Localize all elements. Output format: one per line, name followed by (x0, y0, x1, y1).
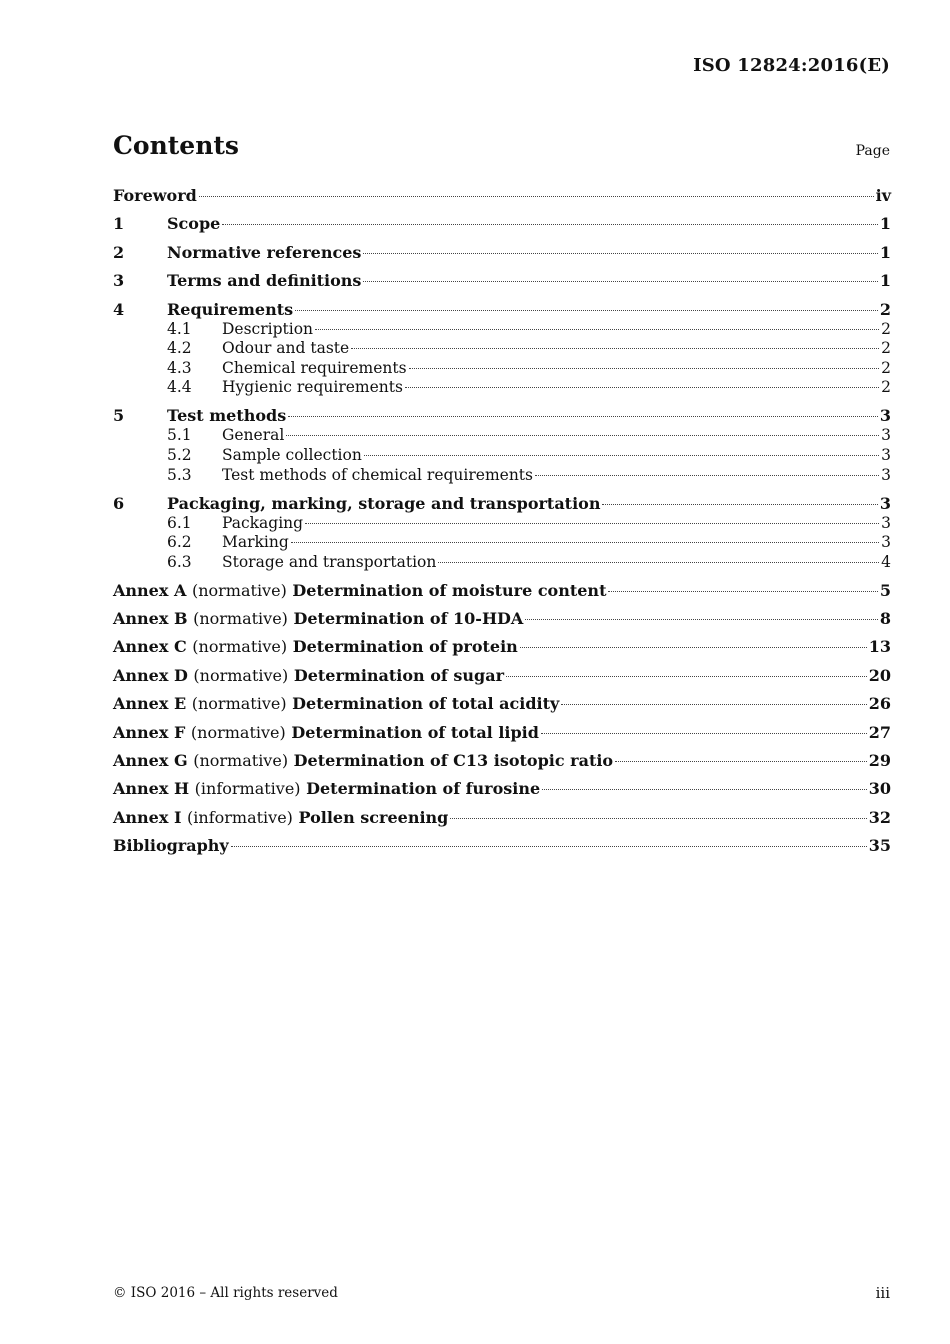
dot-leader (561, 704, 866, 705)
dot-leader (525, 619, 878, 620)
toc-entry-number: 5.1 (167, 426, 192, 445)
toc-entry-title: General (222, 426, 285, 445)
annex-label: Annex F (113, 722, 186, 742)
annex-title: Determination of furosine (306, 779, 541, 799)
toc-entry-page: 29 (868, 751, 891, 771)
contents-title: Contents (113, 131, 240, 160)
toc-entry-page: 35 (868, 836, 891, 856)
toc-entry-subsection[interactable] (113, 320, 891, 340)
annex-title: Pollen screening (298, 807, 449, 827)
toc-entry-title: Description (222, 319, 314, 338)
toc-entry-number: 6 (113, 493, 125, 513)
toc-entry-subsection[interactable] (113, 446, 891, 466)
annex-type: (normative) (190, 722, 286, 742)
toc-entry-section[interactable] (113, 406, 891, 426)
annex-label: Annex G (113, 751, 188, 771)
toc-entry-annex[interactable] (113, 694, 891, 714)
toc-entry-annex[interactable] (113, 609, 891, 629)
toc-entry-number: 4.2 (167, 339, 192, 358)
toc-entry-page: 3 (881, 426, 891, 445)
annex-type: (normative) (192, 637, 288, 657)
toc-entry-page: 3 (879, 493, 891, 513)
dot-leader (409, 368, 880, 369)
dot-leader (602, 504, 877, 505)
footer-page-number: iii (875, 1284, 890, 1302)
toc-entry-page: 3 (881, 533, 891, 552)
annex-title: Determination of 10-HDA (293, 609, 524, 629)
toc-entry-subsection[interactable] (113, 378, 891, 398)
annex-type: (normative) (191, 694, 287, 714)
toc-entry-subsection[interactable] (113, 339, 891, 359)
toc-entry-annex[interactable] (113, 637, 891, 657)
toc-entry-number: 5.2 (167, 445, 192, 464)
annex-title: Determination of C13 isotopic ratio (293, 751, 614, 771)
dot-leader (363, 253, 877, 254)
dot-leader (450, 818, 866, 819)
toc-entry-title: Bibliography (113, 836, 229, 856)
toc-entry-section[interactable] (113, 243, 891, 263)
toc-entry-number: 6.2 (167, 533, 192, 552)
dot-leader (351, 348, 879, 349)
toc-entry-number: 5.3 (167, 465, 192, 484)
toc-entry-title: Marking (222, 533, 289, 552)
annex-label: Annex A (113, 580, 187, 600)
toc-entry-title: Sample collection (222, 445, 362, 464)
toc-entry-page: 4 (881, 552, 891, 571)
toc-entry-foreword[interactable] (113, 186, 891, 206)
toc-entry-title: Odour and taste (222, 339, 350, 358)
annex-title: Determination of total acidity (292, 694, 560, 714)
toc-entry-section[interactable] (113, 214, 891, 234)
dot-leader (541, 733, 867, 734)
annex-type: (informative) (194, 779, 301, 799)
dot-leader (542, 789, 867, 790)
annex-label: Annex E (113, 694, 187, 714)
annex-title: Determination of sugar (293, 665, 504, 685)
dot-leader (364, 455, 879, 456)
toc-entry-page: 20 (868, 665, 891, 685)
dot-leader (295, 310, 878, 311)
dot-leader (363, 281, 877, 282)
toc-entry-title: Chemical requirements (222, 358, 407, 377)
dot-leader (506, 676, 867, 677)
toc-entry-page: 13 (868, 637, 891, 657)
toc-entry-subsection[interactable] (113, 426, 891, 446)
toc-entry-annex[interactable] (113, 723, 891, 743)
annex-type: (normative) (193, 751, 289, 771)
dot-leader (231, 846, 867, 847)
toc-entry-subsection[interactable] (113, 533, 891, 553)
annex-title: Determination of total lipid (291, 722, 539, 742)
toc-entry-title: Test methods (167, 406, 287, 426)
dot-leader (405, 387, 879, 388)
toc-entry-annex[interactable] (113, 581, 891, 601)
toc-entry-number: 6.3 (167, 552, 192, 571)
annex-type: (normative) (191, 580, 287, 600)
dot-leader (305, 523, 879, 524)
page-column-label: Page (855, 143, 890, 159)
toc-entry-page: 1 (879, 271, 891, 291)
toc-entry-title: Packaging (222, 513, 304, 532)
toc-entry-page: 2 (881, 358, 891, 377)
annex-label: Annex B (113, 609, 188, 629)
dot-leader (315, 329, 879, 330)
toc-entry-page: 2 (879, 299, 891, 319)
dot-leader (288, 416, 878, 417)
dot-leader (438, 562, 879, 563)
toc-entry-page: 1 (879, 214, 891, 234)
dot-leader (535, 475, 879, 476)
table-of-contents (113, 186, 891, 856)
toc-entry-title: Requirements (167, 299, 294, 319)
document-id: ISO 12824:2016(E) (693, 55, 890, 76)
toc-entry-page: 2 (881, 339, 891, 358)
toc-entry-number: 4 (113, 299, 125, 319)
annex-title: Determination of moisture content (292, 580, 607, 600)
toc-entry-section[interactable] (113, 271, 891, 291)
dot-leader (615, 761, 867, 762)
toc-entry-number: 4.4 (167, 378, 192, 397)
toc-entry-annex[interactable] (113, 808, 891, 828)
toc-entry-page: 26 (868, 694, 891, 714)
toc-entry-page: 30 (868, 779, 891, 799)
dot-leader (520, 647, 867, 648)
toc-entry-subsection[interactable] (113, 553, 891, 573)
dot-leader (286, 435, 879, 436)
toc-entry-page: 8 (879, 609, 891, 629)
toc-entry-page: 3 (881, 445, 891, 464)
toc-entry-number: 5 (113, 406, 125, 426)
toc-entry-page: 2 (881, 378, 891, 397)
dot-leader (608, 591, 877, 592)
dot-leader (199, 196, 874, 197)
toc-entry-annex[interactable] (113, 779, 891, 799)
toc-entry-page: 3 (881, 513, 891, 532)
toc-entry-page: 1 (879, 242, 891, 262)
toc-entry-title: Packaging, marking, storage and transportation (167, 493, 601, 513)
toc-entry-number: 2 (113, 242, 125, 262)
toc-entry-number: 4.1 (167, 319, 192, 338)
toc-entry-page: 32 (868, 807, 891, 827)
toc-entry-number: 6.1 (167, 513, 192, 532)
footer-copyright: © ISO 2016 – All rights reserved (113, 1285, 338, 1301)
toc-entry-page: 5 (879, 580, 891, 600)
toc-entry-title: Foreword (113, 186, 197, 205)
dot-leader (222, 224, 878, 225)
toc-entry-annex[interactable] (113, 751, 891, 771)
toc-entry-title: Hygienic requirements (222, 378, 403, 397)
toc-entry-bibliography[interactable] (113, 836, 891, 856)
annex-type: (informative) (187, 807, 293, 827)
toc-entry-subsection[interactable] (113, 466, 891, 486)
annex-type: (normative) (193, 609, 288, 629)
toc-entry-page: 27 (868, 722, 891, 742)
toc-entry-subsection[interactable] (113, 514, 891, 534)
toc-entry-subsection[interactable] (113, 359, 891, 379)
toc-entry-number: 1 (113, 214, 125, 234)
annex-label: Annex I (113, 807, 182, 827)
toc-entry-page: iv (875, 186, 891, 205)
toc-entry-page: 3 (881, 465, 891, 484)
annex-label: Annex D (113, 665, 188, 685)
toc-entry-section[interactable] (113, 300, 891, 320)
toc-entry-title: Scope (167, 214, 221, 234)
annex-type: (normative) (193, 665, 289, 685)
annex-title: Determination of protein (292, 637, 518, 657)
dot-leader (291, 542, 879, 543)
annex-label: Annex C (113, 637, 187, 657)
toc-entry-page: 2 (881, 319, 891, 338)
toc-entry-title: Normative references (167, 242, 362, 262)
toc-entry-number: 4.3 (167, 358, 192, 377)
annex-label: Annex H (113, 779, 190, 799)
toc-entry-number: 3 (113, 271, 125, 291)
toc-entry-title: Storage and transportation (222, 552, 437, 571)
toc-entry-page: 3 (879, 406, 891, 426)
toc-entry-section[interactable] (113, 494, 891, 514)
toc-entry-annex[interactable] (113, 666, 891, 686)
toc-entry-title: Test methods of chemical requirements (222, 465, 533, 484)
toc-entry-title: Terms and definitions (167, 271, 362, 291)
